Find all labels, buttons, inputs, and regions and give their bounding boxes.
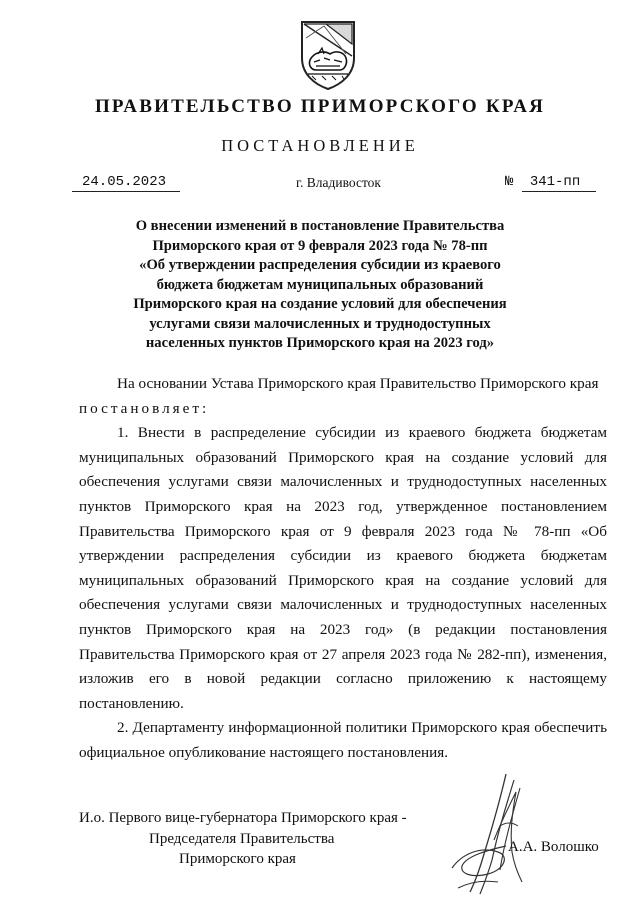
position-line: Председателя Правительства	[149, 830, 335, 847]
subject-line: Приморского края на создание условий для обеспечения	[133, 296, 507, 312]
subject-line: «Об утверждении распределения субсидии из краевого	[139, 257, 501, 273]
signatory-position	[79, 808, 407, 870]
subject-line: Приморского края от 9 февраля 2023 года № 78-пп	[152, 237, 488, 254]
subject-line: О внесении изменений в постановление Правительства	[135, 218, 505, 234]
number-value: 341-пп	[522, 174, 596, 192]
subject-line: населенных пунктов Приморского края на 2023 год»	[145, 335, 495, 351]
handwritten-signature	[440, 770, 560, 898]
position-line: И.о. Первого вице-губернатора Приморского края -	[79, 810, 407, 826]
document-type: ПОСТАНОВЛЕНИЕ	[221, 136, 419, 155]
position-line: Приморского края	[179, 851, 296, 867]
preamble-paragraph: На основании Устава Приморского края Правительство Приморского края	[117, 375, 599, 392]
item-2-paragraph: 2. Департаменту информационной политики Приморского края обеспечить официальное опубликование настоящего постановления.	[79, 719, 607, 761]
subject-line: услугами связи малочисленных и труднодоступных	[149, 315, 491, 332]
number-prefix: №	[505, 174, 514, 190]
subject-line: бюджета бюджетам муниципальных образований	[156, 276, 484, 293]
document-body	[79, 372, 607, 766]
coat-of-arms-emblem	[296, 18, 360, 92]
document-city: г. Владивосток	[296, 175, 381, 190]
government-title: ПРАВИТЕЛЬСТВО ПРИМОРСКОГО КРАЯ	[94, 96, 546, 117]
decree-word: постановляет:	[79, 399, 210, 417]
item-1-paragraph: 1. Внести в распределение субсидии из краевого бюджета бюджетам муниципальных образований Приморского края на создание условий для обеспечения услугами связи малочисленных и труднодоступных населенных пунктов Приморского края на 2023 год, утвержденное постановлением Правительства Приморского края от 9 февраля 2023 года № 78-пп «Об утверждении распределения субсидии из краевого бюджета бюджетам муниципальных образований Приморского края на создание условий для обеспечения услугами связи малочисленных и труднодоступных населенных пунктов Приморского края на 2023 год» (в редакции постановления Правительства Приморского края от 27 апреля 2023 года № 282-пп), изменения, изложив его в новой редакции согласно приложению к настоящему постановлению.	[79, 424, 607, 712]
document-subject	[0, 217, 640, 354]
document-number	[505, 174, 596, 192]
signer-name: А.А. Волошко	[508, 839, 599, 855]
document-date: 24.05.2023	[72, 174, 180, 192]
